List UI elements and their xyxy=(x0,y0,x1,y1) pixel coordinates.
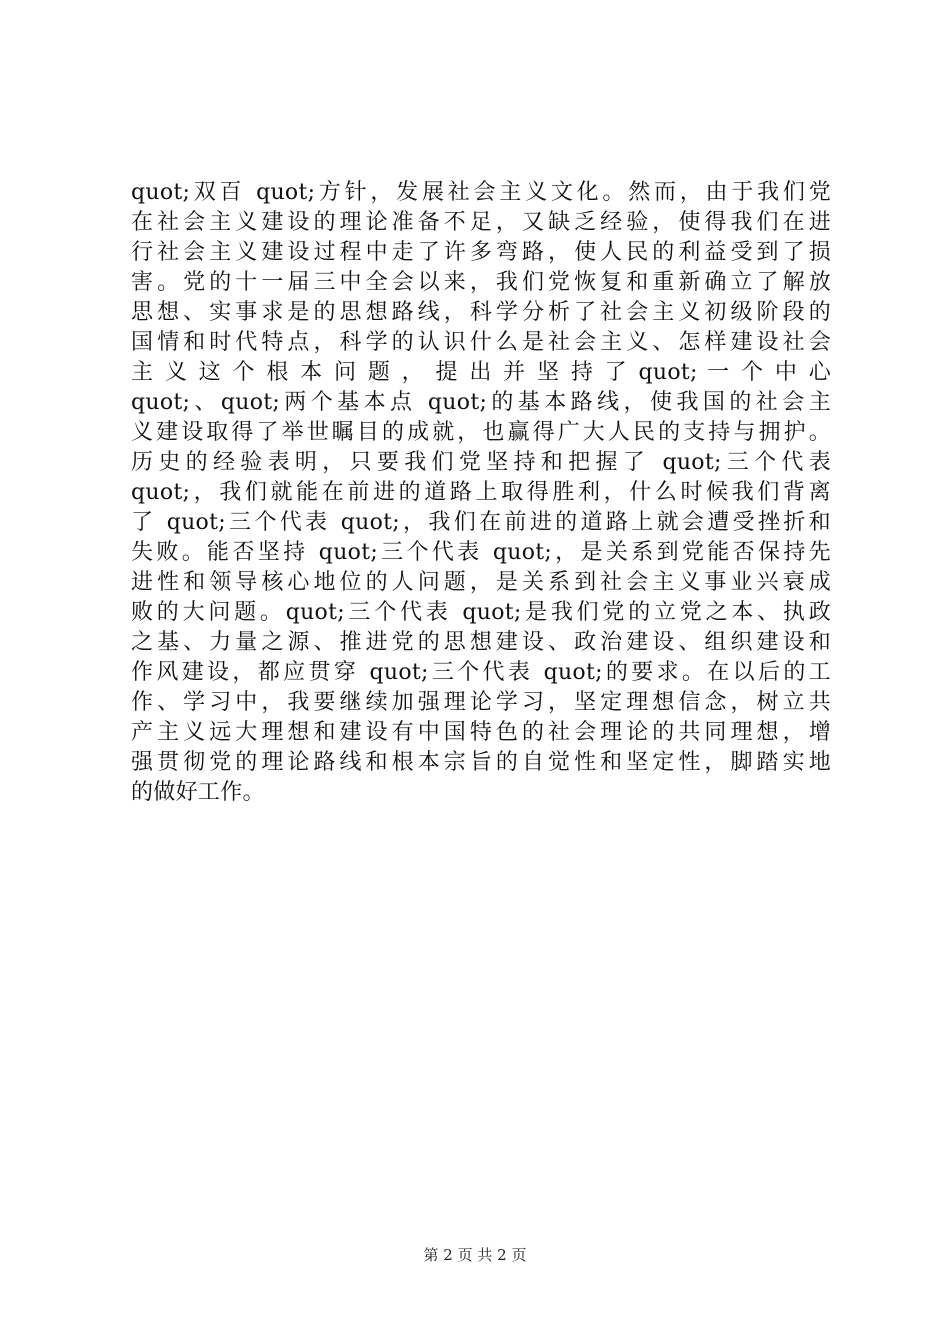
text-line: 主 义 这 个 根 本 问 题 ， 提 出 并 坚 持 了 quot; 一 个 中 心 xyxy=(131,360,831,385)
page-number-footer: 第 2 页 共 2 页 xyxy=(423,1246,527,1264)
text-line: 产主义远大理想和建设有中国特色的社会理论的共同理想，增 xyxy=(131,720,831,745)
text-line: 作、学习中，我要继续加强理论学习，坚定理想信念，树立共 xyxy=(131,690,831,715)
text-line: 义建设取得了举世瞩目的成就，也赢得广大人民的支持与拥护。 xyxy=(131,420,831,445)
text-line: 进性和领导核心地位的人问题，是关系到社会主义事业兴衰成 xyxy=(131,570,831,595)
text-line: 败的大问题。quot;三个代表 quot;是我们党的立党之本、执政 xyxy=(131,600,831,625)
text-line: 国情和时代特点，科学的认识什么是社会主义、怎样建设社会 xyxy=(131,330,831,355)
text-line: 历史的经验表明，只要我们党坚持和把握了 quot;三个代表 xyxy=(131,450,831,475)
text-line: 失败。能否坚持 quot;三个代表 quot;，是关系到党能否保持先 xyxy=(131,540,831,565)
text-line: 了 quot;三个代表 quot;，我们在前进的道路上就会遭受挫折和 xyxy=(131,510,831,535)
text-line: quot;，我们就能在前进的道路上取得胜利，什么时候我们背离 xyxy=(131,480,831,505)
text-line: 害。党的十一届三中全会以来，我们党恢复和重新确立了解放 xyxy=(131,270,831,295)
text-line: 之基、力量之源、推进党的思想建设、政治建设、组织建设和 xyxy=(131,630,831,655)
text-line: 在社会主义建设的理论准备不足，又缺乏经验，使得我们在进 xyxy=(131,210,831,235)
text-line: 强贯彻党的理论路线和根本宗旨的自觉性和坚定性，脚踏实地 xyxy=(131,750,831,775)
text-line: quot;、quot;两个基本点 quot;的基本路线，使我国的社会主 xyxy=(131,390,831,415)
body-paragraph xyxy=(131,178,831,808)
text-line-last: 的做好工作。 xyxy=(131,780,265,805)
text-line: 思想、实事求是的思想路线，科学分析了社会主义初级阶段的 xyxy=(131,300,831,325)
text-line: quot;双百 quot;方针，发展社会主义文化。然而，由于我们党 xyxy=(131,180,831,205)
text-line: 作风建设，都应贯穿 quot;三个代表 quot;的要求。在以后的工 xyxy=(131,660,831,685)
text-line: 行社会主义建设过程中走了许多弯路，使人民的利益受到了损 xyxy=(131,240,831,265)
